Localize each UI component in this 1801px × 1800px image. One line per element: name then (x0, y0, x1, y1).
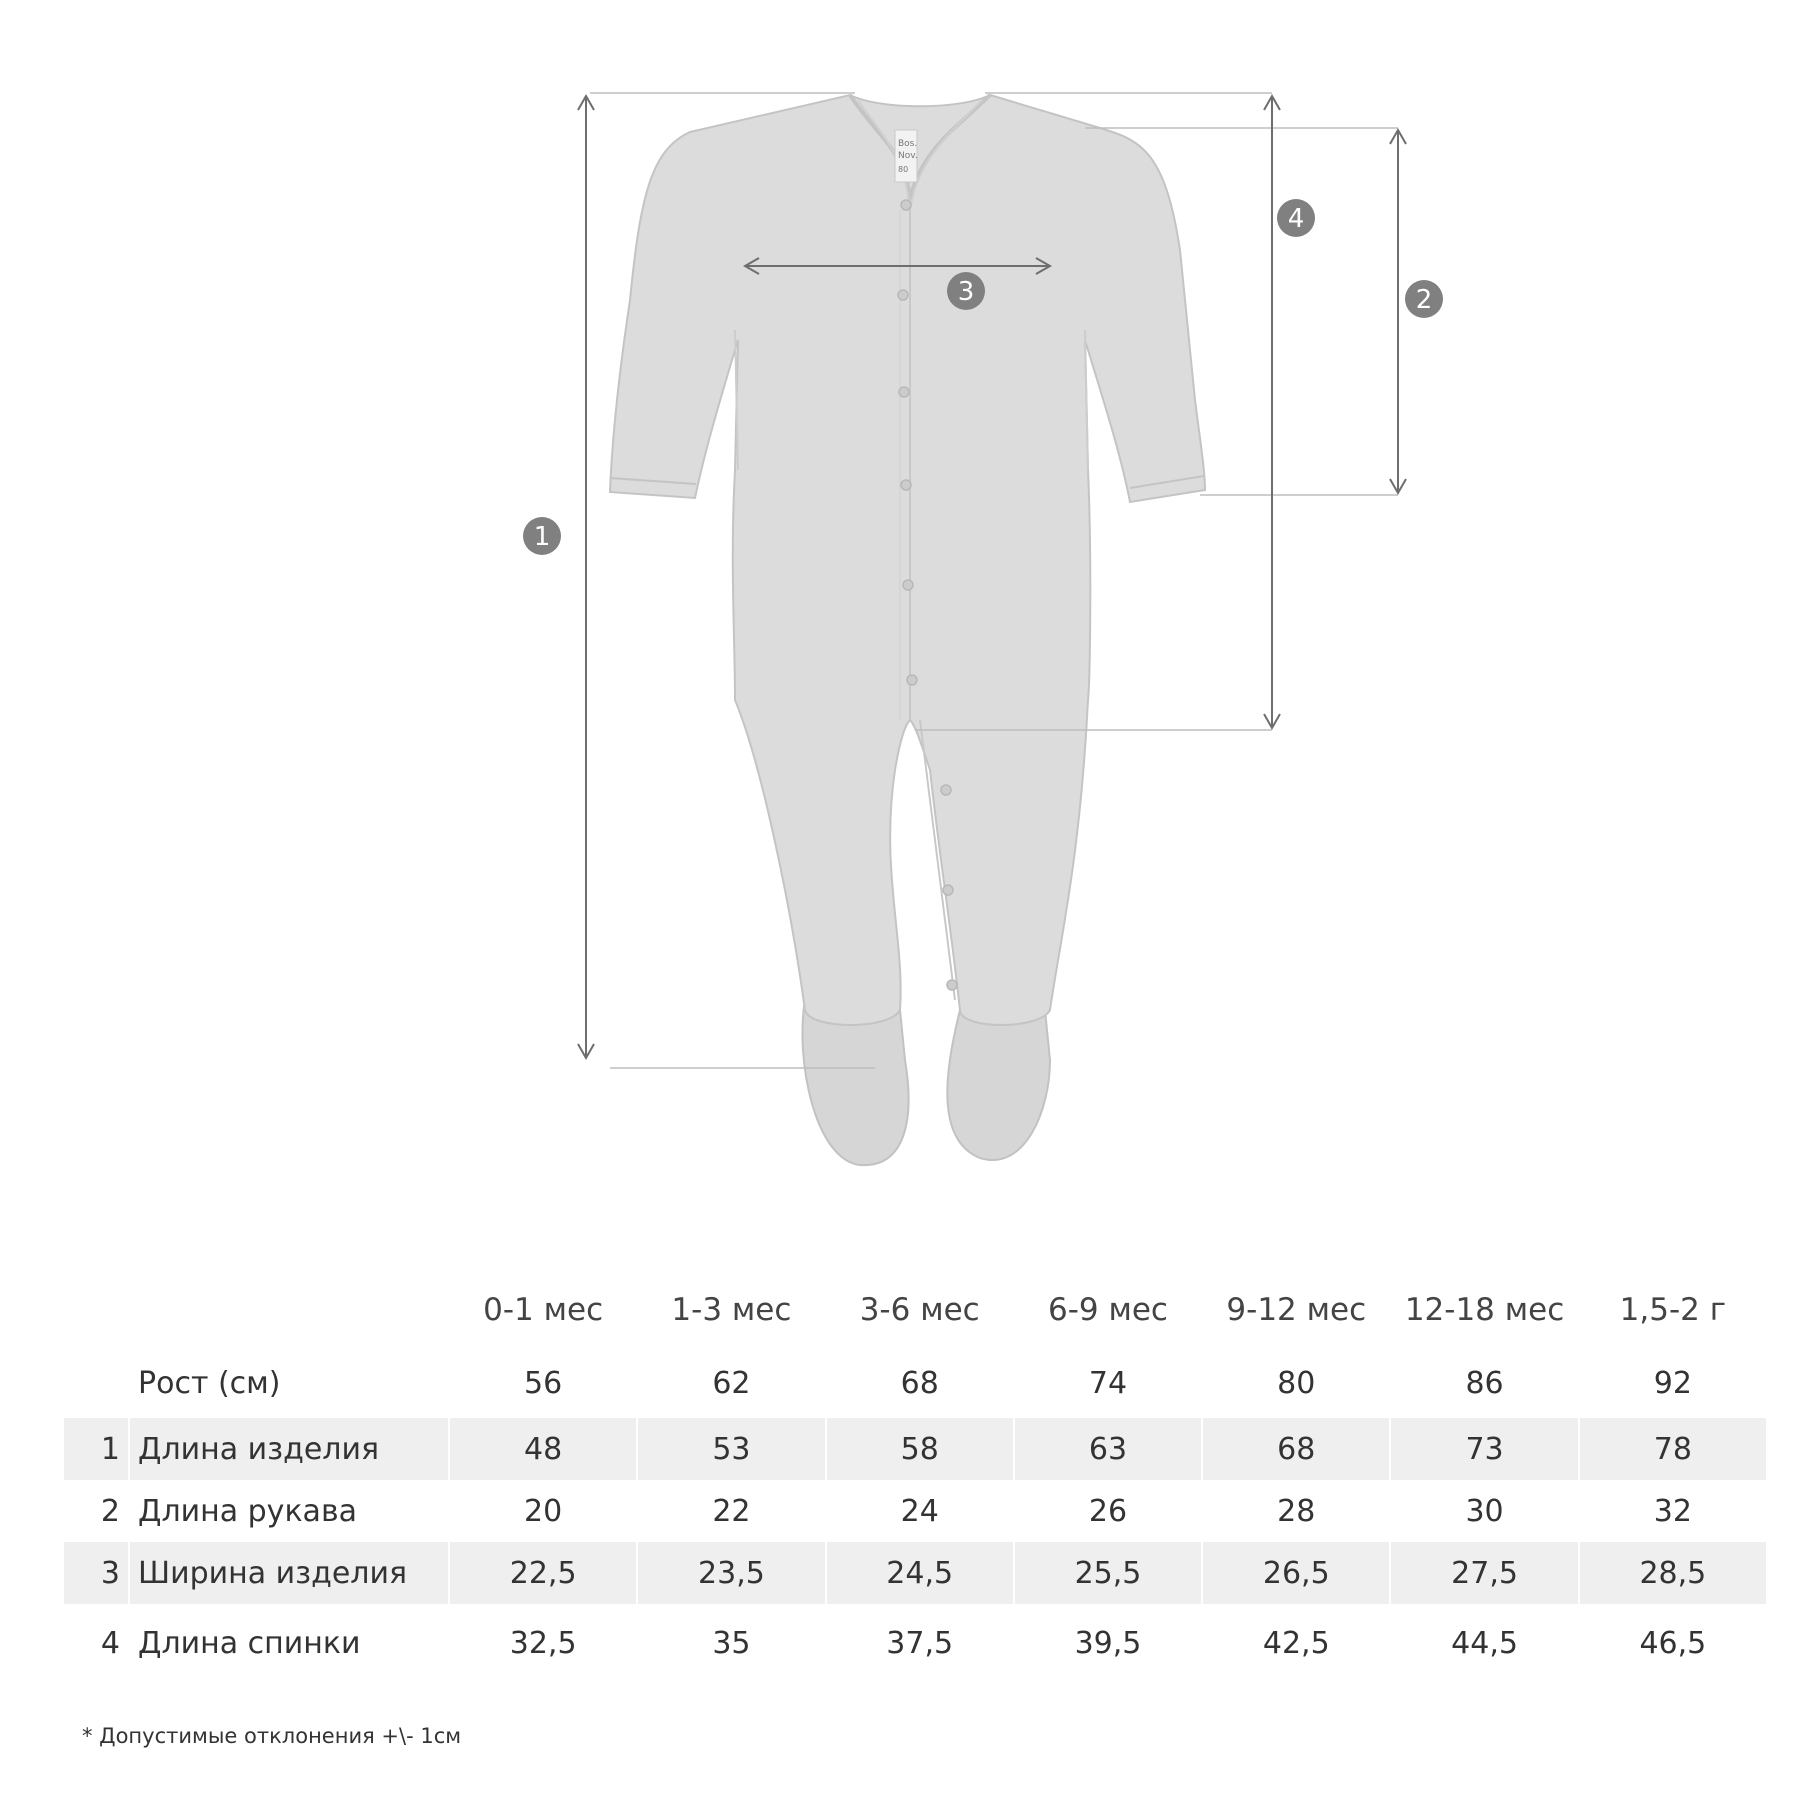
table-cell: 35 (712, 1625, 751, 1661)
table-cell: 20 (524, 1493, 563, 1529)
table-cell: 26 (1088, 1493, 1128, 1529)
table-cell: 63 (1015, 1418, 1201, 1480)
sleepsuit-illustration (610, 95, 1205, 1165)
table-cell: 37,5 (886, 1625, 954, 1661)
table-cell: 46,5 (1639, 1625, 1707, 1661)
table-cell: 28,5 (1580, 1542, 1766, 1604)
size-header: 0-1 мес (483, 1292, 604, 1328)
size-header: 6-9 мес (1047, 1292, 1168, 1328)
row-number: 2 (100, 1493, 120, 1529)
table-cell: 22,5 (450, 1542, 636, 1604)
size-header: 12-18 мес (1404, 1292, 1565, 1328)
length-badge (523, 517, 561, 555)
sleeve-badge-number: 2 (1415, 285, 1433, 315)
tag-line-3: 80 (898, 165, 909, 174)
row-label: Длина изделия (130, 1418, 448, 1480)
table-cell: 30 (1465, 1493, 1504, 1529)
row-label: Рост (см) (138, 1365, 281, 1401)
table-row-height (64, 1348, 1766, 1418)
width-badge-number: 3 (957, 277, 975, 307)
length-badge-number: 1 (533, 522, 551, 552)
table-cell: 78 (1580, 1418, 1766, 1480)
table-cell: 44,5 (1451, 1625, 1518, 1661)
size-header-row (64, 1272, 1766, 1348)
table-cell: 92 (1653, 1365, 1692, 1401)
table-cell: 58 (827, 1418, 1013, 1480)
table-row-sleeve (64, 1480, 1766, 1542)
table-cell: 26,5 (1203, 1542, 1389, 1604)
table-cell: 68 (900, 1365, 939, 1401)
row-label: Ширина изделия (130, 1542, 448, 1604)
tag-line-1: Bos. (898, 139, 918, 149)
table-cell: 42,5 (1262, 1625, 1330, 1661)
row-label: Длина рукава (138, 1493, 358, 1529)
table-row-width (64, 1542, 1766, 1604)
table-cell: 24,5 (827, 1542, 1013, 1604)
sleeve-badge (1405, 280, 1443, 318)
size-header: 3-6 мес (859, 1292, 980, 1328)
table-cell: 28 (1277, 1493, 1316, 1529)
table-cell: 32,5 (509, 1625, 577, 1661)
table-cell: 32 (1653, 1493, 1692, 1529)
tag-line-2: Nov. (898, 151, 918, 161)
size-header: 1,5-2 г (1619, 1292, 1727, 1328)
table-cell: 62 (712, 1365, 751, 1401)
size-header: 9-12 мес (1226, 1292, 1367, 1328)
table-cell: 27,5 (1391, 1542, 1577, 1604)
row-label: Длина спинки (138, 1625, 361, 1661)
table-cell: 39,5 (1074, 1625, 1142, 1661)
table-cell: 68 (1203, 1418, 1389, 1480)
row-number: 3 (64, 1542, 128, 1604)
row-number: 1 (64, 1418, 128, 1480)
table-cell: 53 (638, 1418, 824, 1480)
footnote: * Допустимые отклонения +\- 1см (82, 1724, 462, 1748)
table-cell: 25,5 (1015, 1542, 1201, 1604)
table-cell: 73 (1391, 1418, 1577, 1480)
size-table (62, 1272, 1768, 1682)
table-row-back (64, 1604, 1766, 1682)
back-length-badge-number: 4 (1287, 204, 1305, 234)
table-cell: 22 (712, 1493, 751, 1529)
size-header: 1-3 мес (671, 1292, 792, 1328)
table-cell: 23,5 (638, 1542, 824, 1604)
table-cell: 48 (450, 1418, 636, 1480)
table-cell: 80 (1277, 1365, 1316, 1401)
table-row-length (64, 1418, 1766, 1480)
width-badge (947, 272, 985, 310)
row-number: 4 (100, 1625, 120, 1661)
table-cell: 24 (900, 1493, 939, 1529)
table-cell: 86 (1465, 1365, 1504, 1401)
table-cell: 74 (1088, 1365, 1128, 1401)
table-cell: 56 (524, 1365, 563, 1401)
back-length-badge (1277, 199, 1315, 237)
